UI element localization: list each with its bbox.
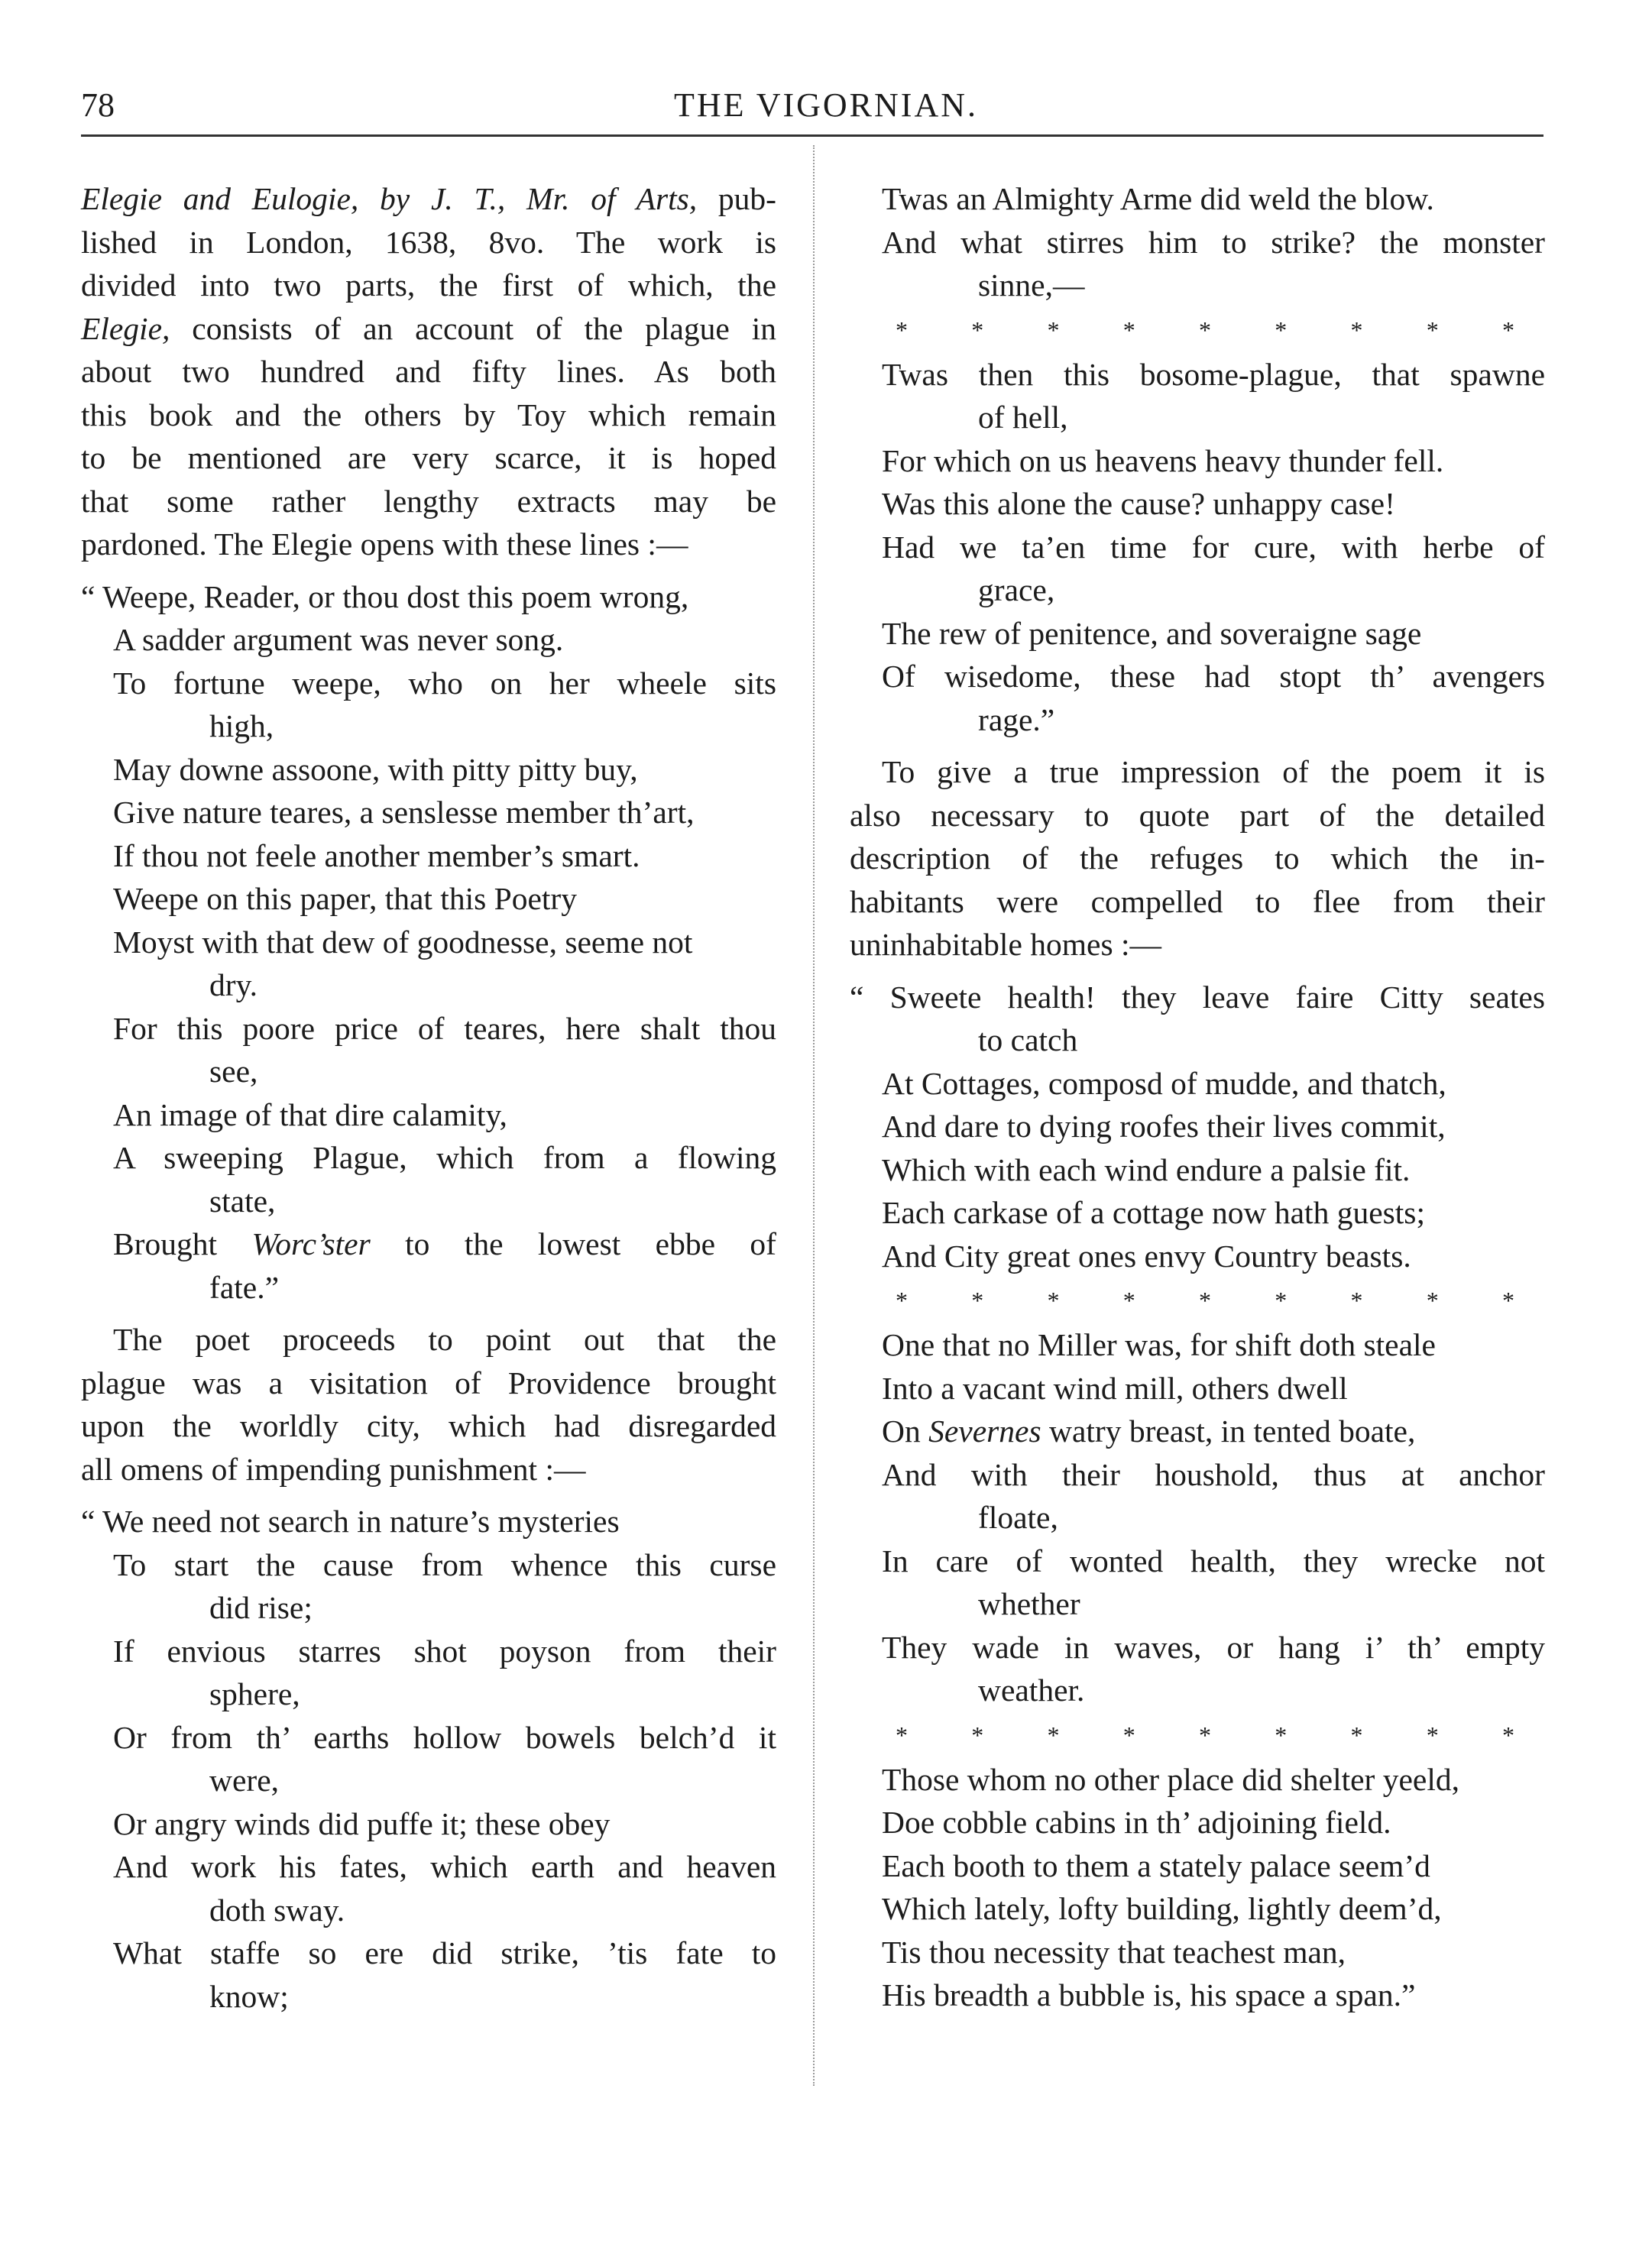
verse-line: did rise; (209, 1590, 313, 1625)
running-title: THE VIGORNIAN. (673, 86, 979, 124)
verse-line: “ We need not search in nature’s mysteries (81, 1504, 620, 1539)
verse-line: And dare to dying roofes their lives commit, (882, 1109, 1446, 1144)
text-line: Elegie and Eulogie, by J. T., Mr. of Arts, pub- (81, 181, 776, 216)
asterism-divider: * * * * * * * * * (896, 1721, 1514, 1749)
verse-line: And City great ones envy Country beasts. (882, 1238, 1411, 1274)
text-line: lished in London, 1638, 8vo. The work is (81, 224, 776, 260)
verse-line: Had we ta’en time for cure, with herbe of (882, 529, 1545, 565)
verse-line: Give nature teares, a senslesse member th’art, (113, 795, 695, 830)
verse-line: Or from th’ earths hollow bowels belch’d it (113, 1719, 776, 1755)
verse-line: dry. (209, 967, 258, 1002)
verse-line: Those whom no other place did shelter yeeld, (882, 1761, 1459, 1797)
text-line: divided into two parts, the first of which, the (81, 267, 776, 303)
verse-line: A sweeping Plague, which from a flowing (113, 1140, 776, 1175)
right-column (850, 177, 1545, 2017)
page-header (0, 0, 1652, 138)
verse-line: One that no Miller was, for shift doth steale (882, 1327, 1436, 1362)
verse-line: Twas an Almighty Arme did weld the blow. (882, 181, 1434, 216)
text-line: upon the worldly city, which had disregarded (81, 1408, 776, 1443)
verse-line: On Severnes watry breast, in tented boate, (882, 1413, 1416, 1449)
verse-line: weather. (978, 1672, 1085, 1708)
text-line: also necessary to quote part of the detailed (850, 797, 1545, 833)
verse-line: to catch (978, 1022, 1078, 1057)
verse-line: Of wisedome, these had stopt th’ avengers (882, 659, 1545, 694)
text-line: about two hundred and fifty lines. As both (81, 354, 776, 389)
text-line: To give a true impression of the poem it is (882, 754, 1545, 789)
verse-line: floate, (978, 1500, 1058, 1535)
verse-line: state, (209, 1183, 276, 1219)
header-rule (81, 134, 1543, 137)
verse-line: If envious starres shot poyson from their (113, 1633, 776, 1669)
verse-line: A sadder argument was never song. (113, 622, 564, 657)
verse-line: In care of wonted health, they wrecke not (882, 1543, 1545, 1579)
verse-line: And work his fates, which earth and heaven (113, 1849, 776, 1884)
verse-line: Each booth to them a stately palace seem’d (882, 1847, 1430, 1883)
text-line: The poet proceeds to point out that the (113, 1322, 776, 1357)
verse-line: To fortune weepe, who on her wheele sits (113, 665, 776, 701)
verse-line: were, (209, 1763, 280, 1798)
text-line: description of the refuges to which the in- (850, 840, 1545, 876)
verse-line: The rew of penitence, and soveraigne sage (882, 615, 1422, 651)
verse-line: “ Weepe, Reader, or thou dost this poem wrong, (81, 578, 689, 614)
verse-line: Moyst with that dew of goodnesse, seeme not (113, 924, 693, 960)
verse-line: And what stirres him to strike? the monster (882, 224, 1545, 260)
verse-line: If thou not feele another member’s smart. (113, 837, 640, 873)
verse-line: sphere, (209, 1676, 300, 1711)
verse-line: An image of that dire calamity, (113, 1096, 507, 1132)
verse-line: “ Sweete health! they leave faire Citty seates (850, 979, 1545, 1015)
verse-line: Weepe on this paper, that this Poetry (113, 881, 577, 916)
text-line: uninhabitable homes :— (850, 927, 1162, 962)
text-line: pardoned. The Elegie opens with these lines :— (81, 526, 688, 562)
verse-line: Twas then this bosome-plague, that spawne (882, 356, 1545, 392)
verse-line: To start the cause from whence this curse (113, 1546, 776, 1582)
verse-line: For this poore price of teares, here shalt thou (113, 1010, 776, 1046)
verse-line: Or angry winds did puffe it; these obey (113, 1805, 611, 1841)
verse-line: Which lately, lofty building, lightly deem’d, (882, 1891, 1442, 1926)
verse-line: Was this alone the cause? unhappy case! (882, 486, 1395, 521)
verse-line: At Cottages, composd of mudde, and thatch, (882, 1065, 1446, 1101)
verse-line: Tis thou necessity that teachest man, (882, 1934, 1346, 1970)
page-number: 78 (81, 86, 115, 124)
verse-line: doth sway. (209, 1892, 345, 1928)
verse-line: of hell, (978, 400, 1068, 435)
column-divider (813, 145, 815, 2086)
verse-line: They wade in waves, or hang i’ th’ empty (882, 1629, 1545, 1665)
verse-line: For which on us heavens heavy thunder fell. (882, 442, 1444, 478)
asterism-divider: * * * * * * * * * (896, 316, 1514, 344)
verse-line: know; (209, 1978, 289, 2014)
verse-line: Into a vacant wind mill, others dwell (882, 1370, 1348, 1406)
verse-line: Brought Worc’ster to the lowest ebbe of (113, 1226, 777, 1261)
verse-line: And with their houshold, thus at anchor (882, 1456, 1545, 1492)
text-line: habitants were compelled to flee from their (850, 883, 1545, 919)
text-line: to be mentioned are very scarce, it is hoped (81, 440, 776, 475)
asterism-divider: * * * * * * * * * (896, 1287, 1514, 1314)
text-line: this book and the others by Toy which remain (81, 397, 776, 432)
verse-line: Each carkase of a cottage now hath guests; (882, 1195, 1425, 1230)
verse-line: Doe cobble cabins in th’ adjoining field. (882, 1805, 1391, 1840)
text-line: all omens of impending punishment :— (81, 1451, 586, 1487)
left-column (81, 177, 776, 2018)
verse-line: rage.” (978, 701, 1055, 737)
verse-line: May downe assoone, with pitty pitty buy, (113, 751, 638, 787)
verse-line: see, (209, 1054, 258, 1089)
verse-line: Which with each wind endure a palsie fit. (882, 1151, 1411, 1187)
verse-line: fate.” (209, 1269, 279, 1305)
verse-line: What staffe so ere did strike, ’tis fate to (113, 1935, 776, 1970)
verse-line: His breadth a bubble is, his space a span.” (882, 1977, 1416, 2012)
text-line: that some rather lengthy extracts may be (81, 483, 776, 519)
verse-line: high, (209, 708, 274, 743)
text-line: Elegie, consists of an account of the plague in (81, 310, 776, 346)
text-line: plague was a visitation of Providence brought (81, 1365, 776, 1400)
verse-line: sinne,— (978, 267, 1085, 303)
verse-line: grace, (978, 572, 1055, 607)
verse-line: whether (978, 1586, 1080, 1621)
